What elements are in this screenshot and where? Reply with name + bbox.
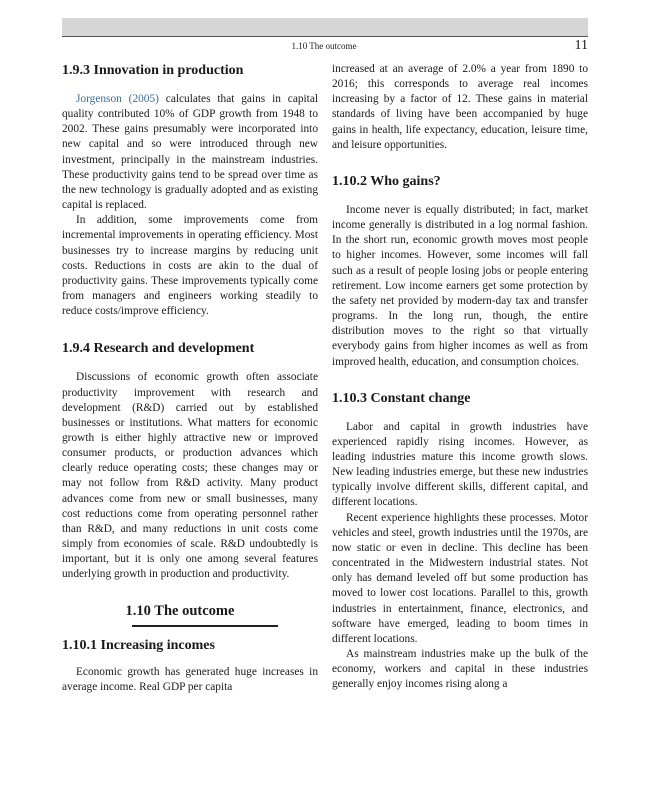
left-column (62, 62, 318, 695)
section-rule (132, 625, 278, 627)
paragraph-incomes: Economic growth has generated huge increases in average income. Real GDP per capita (62, 665, 318, 693)
heading-1-10: 1.10 The outcome (125, 602, 235, 619)
right-column (332, 62, 588, 692)
page-number: 11 (574, 38, 588, 53)
heading-1-9-3: 1.9.3 Innovation in production (62, 63, 244, 78)
heading-1-10-2: 1.10.2 Who gains? (332, 173, 441, 189)
paragraph-jorgenson (62, 92, 318, 213)
heading-1-10-3: 1.10.3 Constant change (332, 390, 471, 406)
heading-1-10-1: 1.10.1 Increasing incomes (62, 637, 215, 653)
heading-1-9-4: 1.9.4 Research and development (62, 341, 255, 357)
running-head: 1.10 The outcome (291, 41, 357, 51)
paragraph-labor-capital: Labor and capital in growth industries have experienced rapidly rising incomes. However, as leading industries mature this income growth slows. New leading industries emerge, but these new industries typically involve different skills, different capital, and different locations. (332, 420, 588, 509)
paragraph-recent-experience: Recent experience highlights these processes. Motor vehicles and steel, growth industries until the 1970s, are now static or even in decline. This decline has been concentrated in the Midwestern industrial states. Not only has demand leveled off but some production has moved to lower cost locations. Parallel to this, growth industries in entertainment, finance, electronics, and software have emerged, leading to boom times in different locations. (332, 511, 588, 645)
paragraph-rnd: Discussions of economic growth often associate productivity improvement with research and development (R&D) carried out by established businesses or institutions. What matters for economic growth is either highly attractive new or improved consumer products, or production advances which clearly reduce operating costs; these changes may or may not follow from R&D activity. Many product advances come from new or small businesses, many cost reductions come from operating personnel rather than R&D, and many reductions in unit costs come simply from economies of scale. R&D undoubtedly is important, but it is only one among several features underlying growth in production and productivity. (62, 371, 318, 581)
paragraph-mainstream: As mainstream industries make up the bulk of the economy, workers and capital in these industries generally enjoy incomes rising along a (332, 648, 588, 691)
paragraph-text: calculates that gains in capital quality contributed 10% of GDP growth from 1948 to 2002. These gains presumably were incorporated into new capital and so were introduced through new investment, principally in the mainstream industries. These productivity gains tend to be spread over time as the new technology is gradually adopted and as existing capital is replaced. (62, 93, 319, 212)
paragraph-gdp-growth: increased at an average of 2.0% a year from 1890 to 2016; this corresponds to average real incomes increasing by a factor of 12. These gains in material standards of living have been accompanied by huge gains in health, life expectancy, education, leisure time, and leisure opportunities. (332, 63, 588, 151)
header-bar (62, 18, 588, 36)
citation-link[interactable]: Jorgenson (2005) (76, 93, 159, 105)
paragraph-efficiency: In addition, some improvements come from incremental improvements in operating efficiency. Most businesses try to increase margins by reducing unit costs. Reductions in costs are akin to the dual of productivity gains. These improvements typically come from managers and engineers working steadily to reduce costs/improve efficiency. (62, 214, 318, 318)
paragraph-who-gains: Income never is equally distributed; in fact, market income generally is distributed in a log normal fashion. In the short run, economic growth moves most people to higher incomes. However, some incomes will fall such as a result of people losing jobs or people entering retirement. Low income earners get some protection by the safety net provided by modern-day tax and transfer programs. In the long run, though, the entire distribution moves to the right so that virtually everybody gains from higher incomes as well as from improved health, education, and consumption choices. (332, 203, 588, 368)
header-rule (62, 36, 588, 37)
